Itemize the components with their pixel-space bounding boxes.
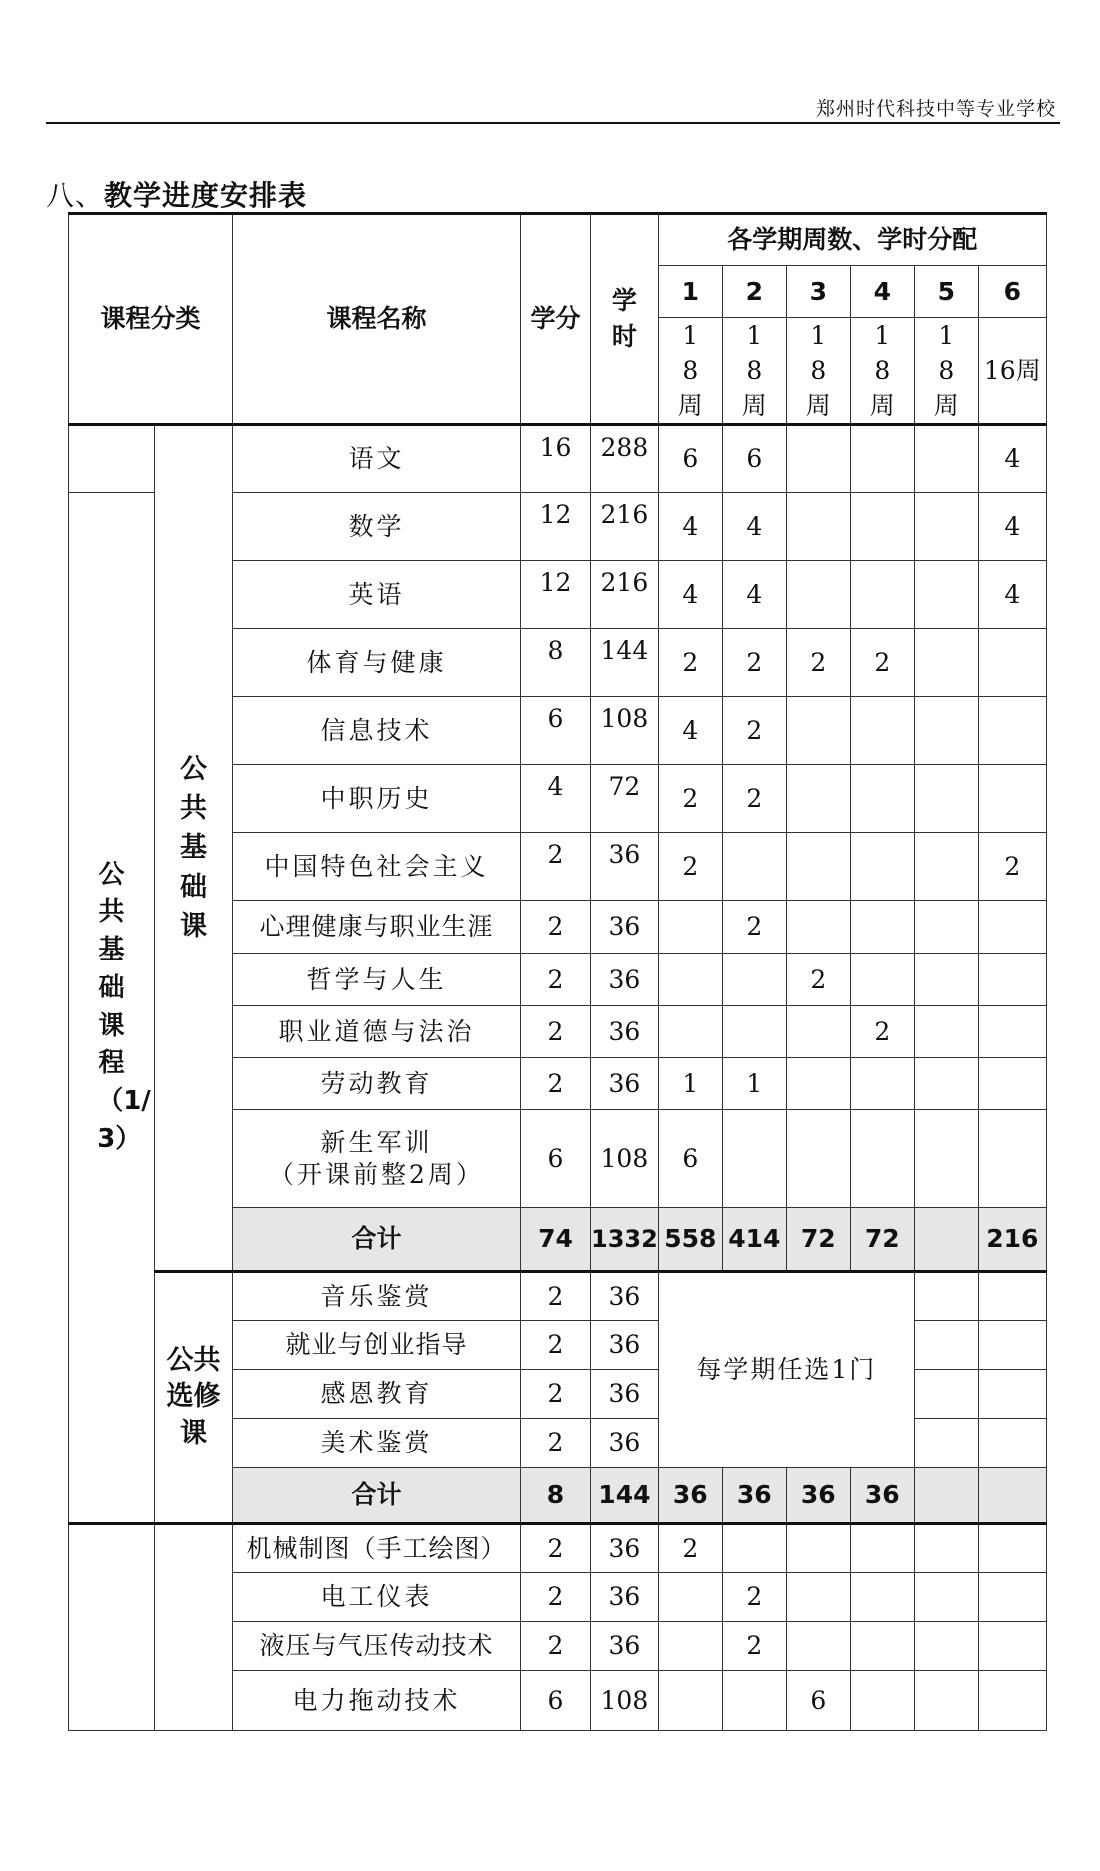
sem-cell: 2 bbox=[658, 1524, 722, 1573]
sem-cell: 2 bbox=[722, 1622, 786, 1671]
sem-cell bbox=[914, 425, 978, 493]
sem-cell bbox=[850, 493, 914, 561]
sem-cell bbox=[978, 629, 1046, 697]
course-credits: 6 bbox=[521, 697, 591, 765]
sem-cell bbox=[978, 1110, 1046, 1208]
total-label: 合计 bbox=[233, 1208, 521, 1272]
header-distribution: 各学期周数、学时分配 bbox=[658, 214, 1046, 266]
sem-cell: 4 bbox=[722, 561, 786, 629]
course-name: 音乐鉴赏 bbox=[233, 1272, 521, 1321]
weeks-1: 18周 bbox=[658, 318, 722, 425]
weeks-6: 16周 bbox=[978, 318, 1046, 425]
sem-cell bbox=[978, 954, 1046, 1006]
sem-cell bbox=[978, 901, 1046, 954]
table-row bbox=[69, 1272, 1047, 1321]
sem-cell bbox=[850, 765, 914, 833]
sem-cell bbox=[658, 1622, 722, 1671]
sem-cell: 2 bbox=[722, 901, 786, 954]
sem-cell: 2 bbox=[786, 629, 850, 697]
sem-cell bbox=[914, 1208, 978, 1272]
course-hours: 36 bbox=[591, 1419, 659, 1468]
sem-cell: 1 bbox=[658, 1058, 722, 1110]
sem-cell bbox=[786, 1573, 850, 1622]
sem-cell bbox=[850, 697, 914, 765]
course-credits: 16 bbox=[521, 425, 591, 493]
sem-cell bbox=[850, 833, 914, 901]
empty-cell bbox=[69, 425, 155, 493]
total-label: 合计 bbox=[233, 1468, 521, 1524]
course-hours: 108 bbox=[591, 1110, 659, 1208]
sem-cell: 2 bbox=[722, 1573, 786, 1622]
sem-cell bbox=[978, 1671, 1046, 1731]
course-hours: 36 bbox=[591, 1058, 659, 1110]
course-name: 液压与气压传动技术 bbox=[233, 1622, 521, 1671]
course-hours: 216 bbox=[591, 561, 659, 629]
course-hours: 36 bbox=[591, 1622, 659, 1671]
semester-3: 3 bbox=[786, 266, 850, 318]
sem-cell: 4 bbox=[658, 561, 722, 629]
course-credits: 2 bbox=[521, 1058, 591, 1110]
header-course-name: 课程名称 bbox=[233, 214, 521, 425]
course-hours: 108 bbox=[591, 1671, 659, 1731]
course-name: 中职历史 bbox=[233, 765, 521, 833]
course-credits: 2 bbox=[521, 1573, 591, 1622]
sem-cell: 72 bbox=[850, 1208, 914, 1272]
sem-cell bbox=[914, 561, 978, 629]
sem-cell bbox=[914, 1573, 978, 1622]
course-hours: 72 bbox=[591, 765, 659, 833]
course-credits: 6 bbox=[521, 1671, 591, 1731]
sem-cell bbox=[850, 1573, 914, 1622]
sem-cell: 4 bbox=[978, 493, 1046, 561]
course-name: 体育与健康 bbox=[233, 629, 521, 697]
sem-cell bbox=[786, 1110, 850, 1208]
sem-cell bbox=[850, 954, 914, 1006]
course-name: 机械制图（手工绘图） bbox=[233, 1524, 521, 1573]
sem-cell bbox=[658, 1573, 722, 1622]
sem-cell bbox=[914, 1622, 978, 1671]
sem-cell: 2 bbox=[850, 1006, 914, 1058]
sem-cell bbox=[978, 1370, 1046, 1419]
course-hours: 36 bbox=[591, 1370, 659, 1419]
total-credits: 8 bbox=[521, 1468, 591, 1524]
sem-cell bbox=[786, 493, 850, 561]
sem-cell bbox=[658, 954, 722, 1006]
sem-cell: 4 bbox=[722, 493, 786, 561]
semester-2: 2 bbox=[722, 266, 786, 318]
course-hours: 108 bbox=[591, 697, 659, 765]
sem-cell: 2 bbox=[658, 629, 722, 697]
course-name bbox=[233, 1110, 521, 1208]
sem-cell bbox=[850, 1524, 914, 1573]
sem-cell: 4 bbox=[978, 561, 1046, 629]
course-name: 电工仪表 bbox=[233, 1573, 521, 1622]
course-name: 感恩教育 bbox=[233, 1370, 521, 1419]
course-credits: 2 bbox=[521, 1524, 591, 1573]
sem-cell bbox=[978, 1419, 1046, 1468]
course-credits: 2 bbox=[521, 1419, 591, 1468]
header-credits: 学分 bbox=[521, 214, 591, 425]
sem-cell: 36 bbox=[850, 1468, 914, 1524]
sem-cell bbox=[722, 1110, 786, 1208]
sem-cell bbox=[786, 765, 850, 833]
header-hours: 学时 bbox=[591, 214, 659, 425]
course-name: 美术鉴赏 bbox=[233, 1419, 521, 1468]
sem-cell bbox=[786, 1524, 850, 1573]
course-hours: 36 bbox=[591, 1272, 659, 1321]
sem-cell: 36 bbox=[786, 1468, 850, 1524]
weeks-2: 18周 bbox=[722, 318, 786, 425]
sem-cell bbox=[850, 1110, 914, 1208]
sem-cell bbox=[978, 1622, 1046, 1671]
total-hours: 144 bbox=[591, 1468, 659, 1524]
sem-cell bbox=[786, 1058, 850, 1110]
course-hours: 144 bbox=[591, 629, 659, 697]
course-name: 就业与创业指导 bbox=[233, 1321, 521, 1370]
sem-cell bbox=[914, 1058, 978, 1110]
sub-category-elective: 公共选修课 bbox=[155, 1272, 233, 1524]
course-name: 英语 bbox=[233, 561, 521, 629]
sem-cell bbox=[914, 1272, 978, 1321]
course-name: 电力拖动技术 bbox=[233, 1671, 521, 1731]
sem-cell: 2 bbox=[978, 833, 1046, 901]
sem-cell bbox=[914, 1468, 978, 1524]
sem-cell: 414 bbox=[722, 1208, 786, 1272]
section-number: 八、 bbox=[46, 179, 105, 212]
sem-cell bbox=[786, 1622, 850, 1671]
sem-cell bbox=[658, 901, 722, 954]
course-credits: 2 bbox=[521, 1272, 591, 1321]
sem-cell bbox=[914, 1321, 978, 1370]
course-name: 信息技术 bbox=[233, 697, 521, 765]
course-hours: 36 bbox=[591, 1524, 659, 1573]
sem-cell: 558 bbox=[658, 1208, 722, 1272]
sem-cell: 2 bbox=[850, 629, 914, 697]
category-public: 公共基础课程（1/3） bbox=[69, 493, 155, 1524]
course-hours: 216 bbox=[591, 493, 659, 561]
semester-4: 4 bbox=[850, 266, 914, 318]
course-hours: 36 bbox=[591, 954, 659, 1006]
course-credits: 2 bbox=[521, 954, 591, 1006]
school-name: 郑州时代科技中等专业学校 bbox=[815, 98, 1056, 120]
sem-cell bbox=[786, 901, 850, 954]
sem-cell bbox=[978, 1006, 1046, 1058]
course-name-line1: 新生军训 bbox=[320, 1128, 433, 1158]
sem-cell: 72 bbox=[786, 1208, 850, 1272]
sem-cell bbox=[914, 697, 978, 765]
course-hours: 36 bbox=[591, 1321, 659, 1370]
sem-cell bbox=[978, 1573, 1046, 1622]
total-hours: 1332 bbox=[591, 1208, 659, 1272]
sem-cell bbox=[914, 954, 978, 1006]
sem-cell bbox=[978, 1524, 1046, 1573]
course-name-line2: （开课前整2周） bbox=[269, 1159, 484, 1189]
course-credits: 2 bbox=[521, 1006, 591, 1058]
course-credits: 6 bbox=[521, 1110, 591, 1208]
sem-cell bbox=[786, 561, 850, 629]
sem-cell bbox=[850, 901, 914, 954]
sem-cell: 36 bbox=[722, 1468, 786, 1524]
sem-cell bbox=[722, 1524, 786, 1573]
sem-cell bbox=[722, 954, 786, 1006]
sem-cell bbox=[786, 1006, 850, 1058]
sem-cell bbox=[722, 833, 786, 901]
sem-cell bbox=[722, 1006, 786, 1058]
sem-cell bbox=[914, 1370, 978, 1419]
sem-cell bbox=[978, 1321, 1046, 1370]
sem-cell bbox=[914, 1524, 978, 1573]
sem-cell bbox=[658, 1006, 722, 1058]
sem-cell bbox=[914, 765, 978, 833]
sem-cell bbox=[978, 697, 1046, 765]
semester-1: 1 bbox=[658, 266, 722, 318]
course-hours: 36 bbox=[591, 901, 659, 954]
weeks-5: 18周 bbox=[914, 318, 978, 425]
course-credits: 2 bbox=[521, 1321, 591, 1370]
sem-cell bbox=[722, 1671, 786, 1731]
course-hours: 288 bbox=[591, 425, 659, 493]
sem-cell: 4 bbox=[978, 425, 1046, 493]
sub-category-basic: 公共基础课 bbox=[155, 425, 233, 1272]
course-name: 心理健康与职业生涯 bbox=[233, 901, 521, 954]
section-title bbox=[46, 174, 307, 214]
course-hours: 36 bbox=[591, 833, 659, 901]
sem-cell bbox=[978, 1468, 1046, 1524]
sem-cell: 2 bbox=[786, 954, 850, 1006]
sem-cell bbox=[786, 833, 850, 901]
elective-note: 每学期任选1门 bbox=[658, 1272, 914, 1468]
sem-cell bbox=[914, 1419, 978, 1468]
sem-cell: 4 bbox=[658, 697, 722, 765]
course-credits: 4 bbox=[521, 765, 591, 833]
course-name: 中国特色社会主义 bbox=[233, 833, 521, 901]
sub-category-professional bbox=[155, 1524, 233, 1731]
sem-cell: 6 bbox=[722, 425, 786, 493]
course-name: 职业道德与法治 bbox=[233, 1006, 521, 1058]
sem-cell bbox=[850, 1671, 914, 1731]
section-title-text: 教学进度安排表 bbox=[104, 179, 308, 212]
header-rule bbox=[46, 122, 1060, 124]
sem-cell bbox=[658, 1671, 722, 1731]
sem-cell bbox=[914, 493, 978, 561]
sem-cell bbox=[978, 765, 1046, 833]
sem-cell: 216 bbox=[978, 1208, 1046, 1272]
sem-cell: 6 bbox=[658, 1110, 722, 1208]
sem-cell bbox=[914, 1110, 978, 1208]
total-credits: 74 bbox=[521, 1208, 591, 1272]
sem-cell bbox=[786, 425, 850, 493]
course-credits: 12 bbox=[521, 561, 591, 629]
semester-5: 5 bbox=[914, 266, 978, 318]
sem-cell: 6 bbox=[658, 425, 722, 493]
course-hours: 36 bbox=[591, 1573, 659, 1622]
sem-cell bbox=[786, 697, 850, 765]
sem-cell bbox=[978, 1272, 1046, 1321]
course-credits: 2 bbox=[521, 901, 591, 954]
course-hours: 36 bbox=[591, 1006, 659, 1058]
sem-cell: 2 bbox=[658, 833, 722, 901]
sem-cell: 2 bbox=[658, 765, 722, 833]
sem-cell bbox=[914, 833, 978, 901]
table-row bbox=[69, 425, 1047, 493]
sem-cell bbox=[850, 425, 914, 493]
sem-cell: 1 bbox=[722, 1058, 786, 1110]
weeks-3: 18周 bbox=[786, 318, 850, 425]
sem-cell bbox=[978, 1058, 1046, 1110]
sem-cell: 2 bbox=[722, 697, 786, 765]
course-credits: 8 bbox=[521, 629, 591, 697]
sem-cell: 4 bbox=[658, 493, 722, 561]
semester-6: 6 bbox=[978, 266, 1046, 318]
course-credits: 2 bbox=[521, 833, 591, 901]
sem-cell bbox=[914, 1671, 978, 1731]
sem-cell: 6 bbox=[786, 1671, 850, 1731]
sem-cell: 2 bbox=[722, 765, 786, 833]
sem-cell bbox=[850, 1622, 914, 1671]
sem-cell bbox=[850, 1058, 914, 1110]
weeks-4: 18周 bbox=[850, 318, 914, 425]
course-credits: 2 bbox=[521, 1622, 591, 1671]
sem-cell bbox=[914, 901, 978, 954]
category-professional bbox=[69, 1524, 155, 1731]
table-row bbox=[69, 1524, 1047, 1573]
course-name: 劳动教育 bbox=[233, 1058, 521, 1110]
course-name: 哲学与人生 bbox=[233, 954, 521, 1006]
course-name: 语文 bbox=[233, 425, 521, 493]
sem-cell: 36 bbox=[658, 1468, 722, 1524]
sem-cell: 2 bbox=[722, 629, 786, 697]
course-credits: 12 bbox=[521, 493, 591, 561]
course-name: 数学 bbox=[233, 493, 521, 561]
sem-cell bbox=[914, 1006, 978, 1058]
header-category: 课程分类 bbox=[69, 214, 233, 425]
course-credits: 2 bbox=[521, 1370, 591, 1419]
sem-cell bbox=[850, 561, 914, 629]
sem-cell bbox=[914, 629, 978, 697]
schedule-table bbox=[68, 212, 1047, 1731]
